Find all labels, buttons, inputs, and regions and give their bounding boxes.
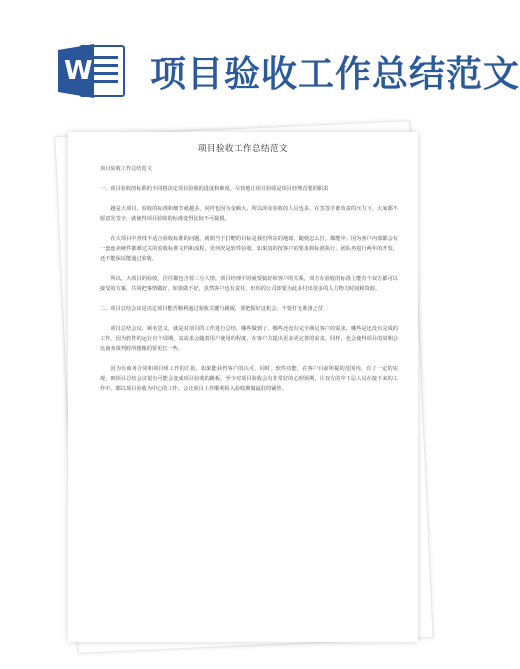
paragraph: 所以，大项目的验收，往往都包含着三分人情。项目经理平时就要搞好和客户的关系，双方在验收的标准上能有个双方都可以接受的方案，共同把事情做好，如果做不好，虽然客户也有责任，但你的公司却要为此多付出很多的人力物力时间和资源。	[100, 276, 398, 292]
paragraph: 项目总结会议，顾名思义，就是对项目的工作进行总结，哪些做到了，哪些还没有完全满足客户的需求，哪些是还没有完成的工作。因为软件的运行有个周期，其需求会随着用户使用的程度，在客户方提出更多更完善的需求，同样，也会使得项目的周期会比商务谈判时所想像的要更长一些。	[100, 326, 398, 352]
paragraph: 二、项目总结会议是决定项目能否顺利通过验收关键与跳板，要把握好这机会，不要打无准备之仗	[100, 306, 324, 312]
paragraph: 一、项目验收的标准的不同将决定项目验收的进度和难度，尽快地让项目验收是项目经理首要的职责	[100, 186, 329, 192]
paragraph: 在大项目中查找不适合验收标准的问题，就相当于打靶的目标是我们所站的地球，随便怎么打，都能中。因为客户内部都会有一套连卖硬件都难过关的验收标准文档和流程，更何况是软件验收。如果真的按客户的要求和标准执行，团队再进行两年的开发，还不能保证能通过验收。	[100, 236, 398, 262]
word-logo	[58, 42, 128, 100]
document-page	[68, 132, 418, 642]
word-logo-letter: W	[64, 56, 93, 86]
paragraph: 越是大项目，验收的标准和细节就越多，同样也因为金额大，所以涉及验收的人员也多，在签签字谁负责的压力下，大家都不愿意先签字，就使得项目验收的标准变得比较不可捉摸。	[100, 206, 398, 222]
document-body	[100, 164, 398, 404]
document-preview	[50, 128, 430, 648]
paragraph: 因为有商务合同和项目组工作的汇报，如果能获得客户的认可，同时，软件功能，在客户目前所提的范围内，有了一定的实现，则项目总结会议很有可能会变成项目验收的跳板，至少对项目验收会有非常好的心理预期，让双方的中下层人员在接下来的工作中，都以项目验收为中心的工作，会让项目工作顺利转入验收期做最好的铺垫。	[100, 366, 398, 392]
document-title: 项目验收工作总结范文	[197, 144, 288, 154]
banner-title: 项目验收工作总结范文	[150, 54, 520, 95]
paragraph: 项目验收工作总结范文	[100, 166, 152, 172]
